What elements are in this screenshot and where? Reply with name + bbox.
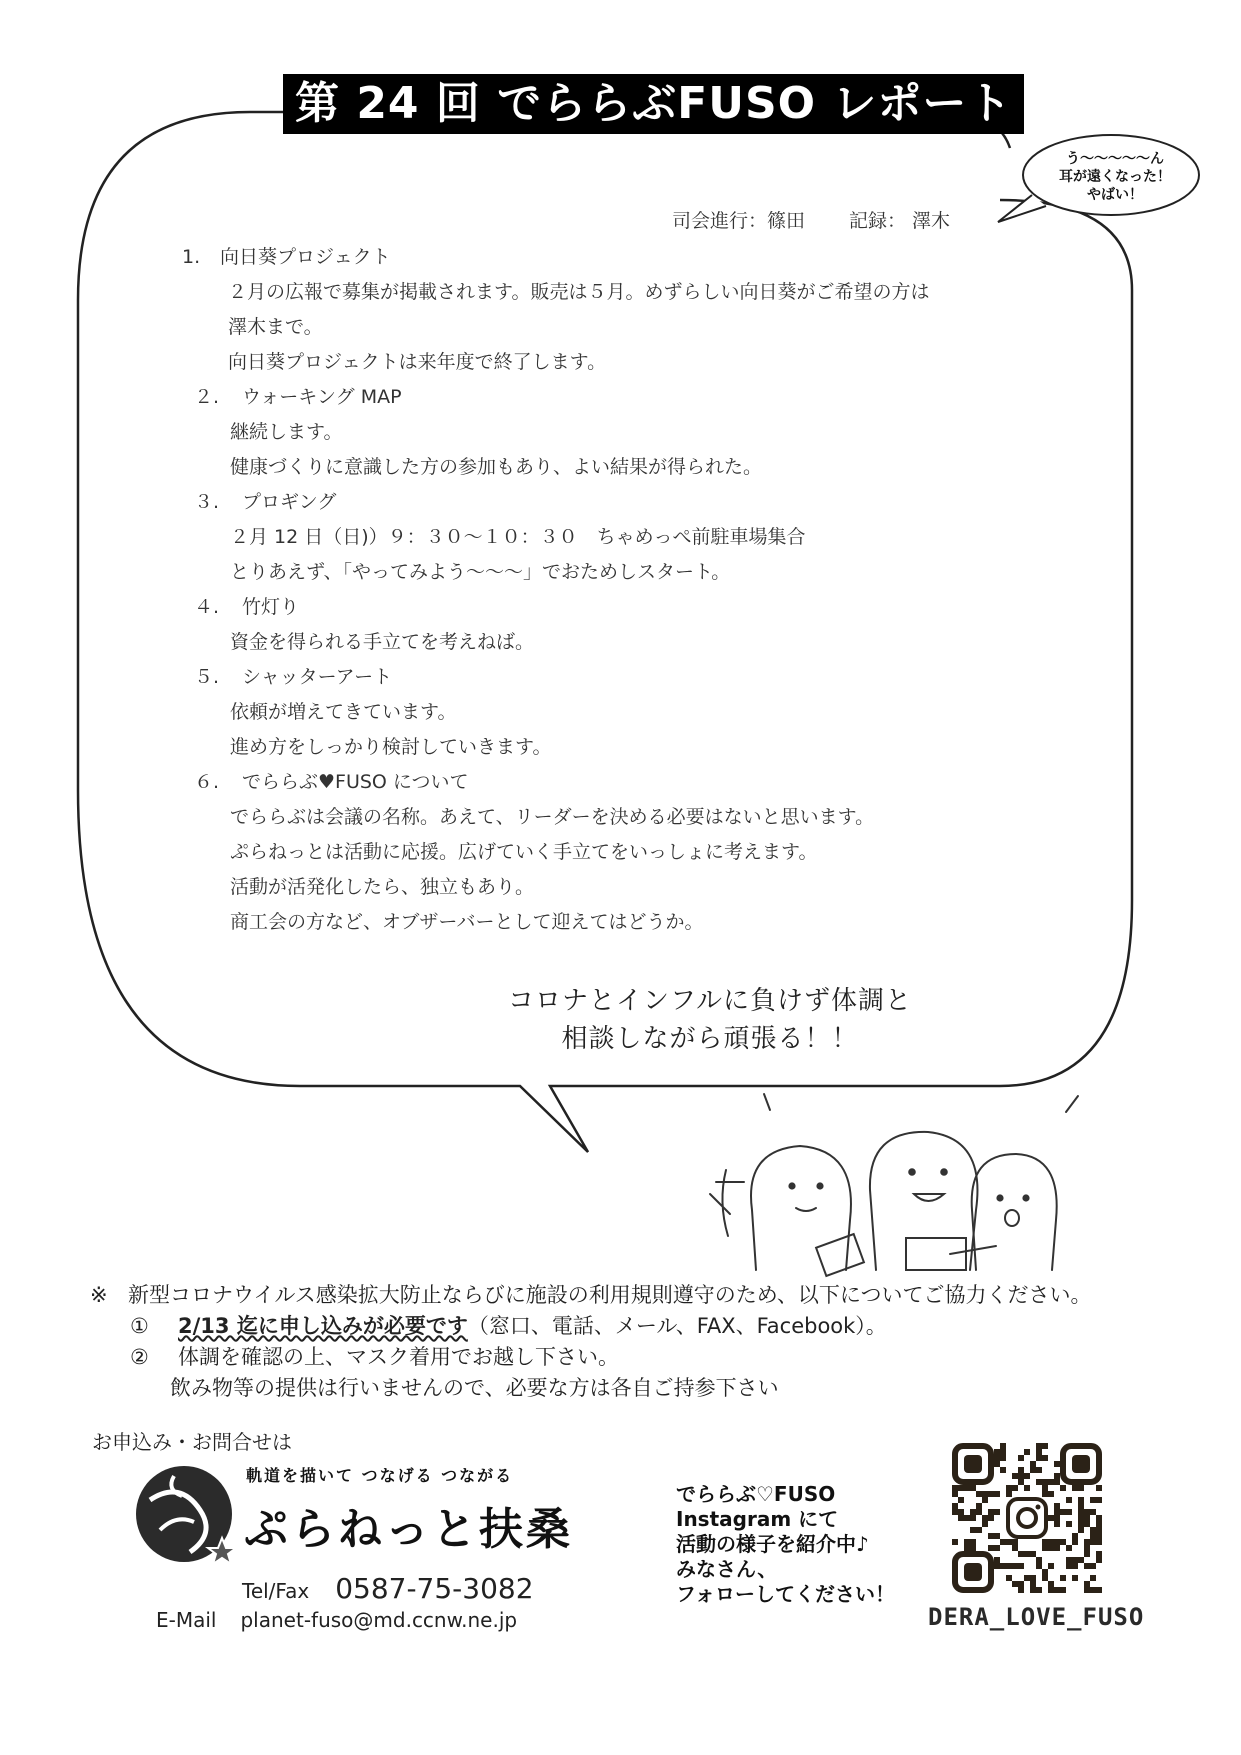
item-heading: 竹灯り xyxy=(242,596,300,618)
facilitator: 司会進行：篠田 xyxy=(672,210,806,232)
item-number: ２. xyxy=(194,386,220,408)
promo-line: 活動の様子を紹介中♪ xyxy=(676,1532,869,1556)
item-number: ３. xyxy=(194,491,220,513)
side-speech-line: 耳が遠くなった！ xyxy=(1059,169,1171,185)
promo-line: フォローしてください！ xyxy=(676,1582,895,1606)
item-heading: でららぶ♥FUSO について xyxy=(242,771,469,793)
tel-label: Tel/Fax xyxy=(242,1579,310,1603)
item-number: 1. xyxy=(182,246,201,268)
item-number: ５. xyxy=(194,666,220,688)
characters-illustration-icon xyxy=(700,1090,1170,1280)
deadline-emphasis: 2/13 迄に申し込みが必要です xyxy=(178,1314,468,1338)
notice-number: ② xyxy=(130,1345,149,1369)
item-heading: ウォーキング MAP xyxy=(242,386,402,408)
email xyxy=(156,1608,517,1632)
item-number: ６. xyxy=(194,771,220,793)
agenda-item xyxy=(194,765,1062,940)
instagram-handle: DERA_LOVE_FUSO xyxy=(928,1603,1145,1631)
item-line: でららぶは会議の名称。あえて、リーダーを決める必要はないと思います。 xyxy=(230,806,875,828)
item-line: 商工会の方など、オブザーバーとして迎えてはどうか。 xyxy=(230,911,704,933)
agenda-list xyxy=(182,240,1062,940)
slogan xyxy=(440,982,980,1058)
item-line: 依頼が増えてきています。 xyxy=(230,701,457,723)
org-name: ぷらねっと扶桑 xyxy=(244,1504,573,1555)
agenda-item xyxy=(194,485,1062,590)
notice-point2: 体調を確認の上、マスク着用でお越し下さい。 xyxy=(178,1345,619,1369)
item-heading: 向日葵プロジェクト xyxy=(220,246,391,268)
tel-number: 0587-75-3082 xyxy=(335,1572,534,1605)
item-heading: プロギング xyxy=(242,491,337,513)
notice-point2-continued: 飲み物等の提供は行いませんので、必要な方は各自ご持参下さい xyxy=(170,1376,779,1400)
email-address: planet-fuso@md.ccnw.ne.jp xyxy=(240,1608,518,1632)
notice-point1-rest: （窓口、電話、メール、FAX、Facebook）。 xyxy=(467,1314,887,1338)
item-line: 継続します。 xyxy=(230,421,343,443)
item-line: 向日葵プロジェクトは来年度で終了します。 xyxy=(228,351,607,373)
contact-heading: お申込み・お問合せは xyxy=(92,1430,292,1454)
agenda-item xyxy=(194,590,1062,660)
instagram-icon xyxy=(1008,1499,1046,1537)
side-speech-bubble xyxy=(1040,150,1190,204)
agenda-item xyxy=(182,240,1062,380)
recorder: 記録： 澤木 xyxy=(849,210,951,232)
email-label: E-Mail xyxy=(156,1608,217,1632)
slogan-line: 相談しながら頑張る！！ xyxy=(561,1024,859,1054)
item-line: 健康づくりに意識した方の参加もあり、よい結果が得られた。 xyxy=(230,456,763,478)
item-line: ２月の広報で募集が掲載されます。販売は５月。めずらしい向日葵がご希望の方は xyxy=(228,281,930,303)
item-line: 澤木まで。 xyxy=(228,316,323,338)
item-number: ４. xyxy=(194,596,220,618)
notice-number: ① xyxy=(130,1314,149,1338)
item-line: 進め方をしっかり検討していきます。 xyxy=(230,736,552,758)
item-line: ２月 12 日（日)）９：３０～１０：３０ ちゃめっぺ前駐車場集合 xyxy=(230,526,806,548)
promo-line: Instagram にて xyxy=(676,1507,839,1531)
agenda-item xyxy=(194,380,1062,485)
agenda-item xyxy=(194,660,1062,765)
item-line: 活動が活発化したら、独立もあり。 xyxy=(230,876,535,898)
notice-intro: 新型コロナウイルス感染拡大防止ならびに施設の利用規則遵守のため、以下についてご協力ください。 xyxy=(128,1283,1092,1307)
tel-fax xyxy=(242,1572,534,1605)
planet-logo-icon xyxy=(130,1460,242,1572)
slogan-line: コロナとインフルに負けず体調と xyxy=(508,986,912,1016)
side-speech-line: やばい！ xyxy=(1087,187,1143,203)
side-speech-line: う～～～～～ん xyxy=(1066,151,1164,167)
item-heading: シャッターアート xyxy=(242,666,393,688)
qr-code-icon[interactable] xyxy=(952,1443,1102,1593)
item-line: ぷらねっとは活動に応援。広げていく手立てをいっしょに考えます。 xyxy=(230,841,818,863)
item-line: とりあえず、「やってみよう～～～」でおためしスタート。 xyxy=(230,561,731,583)
meeting-meta xyxy=(672,206,950,233)
item-line: 資金を得られる手立てを考えねば。 xyxy=(230,631,535,653)
promo-line: でららぶ♡FUSO xyxy=(676,1482,836,1506)
promo-line: みなさん、 xyxy=(676,1557,778,1581)
notice-section xyxy=(90,1280,1091,1404)
page-title: 第 24 回 でららぶFUSO レポート xyxy=(283,74,1024,134)
notice-mark: ※ xyxy=(90,1283,108,1307)
instagram-promo xyxy=(676,1482,895,1607)
org-tagline: 軌道を描いて つなげる つながる xyxy=(246,1466,514,1485)
